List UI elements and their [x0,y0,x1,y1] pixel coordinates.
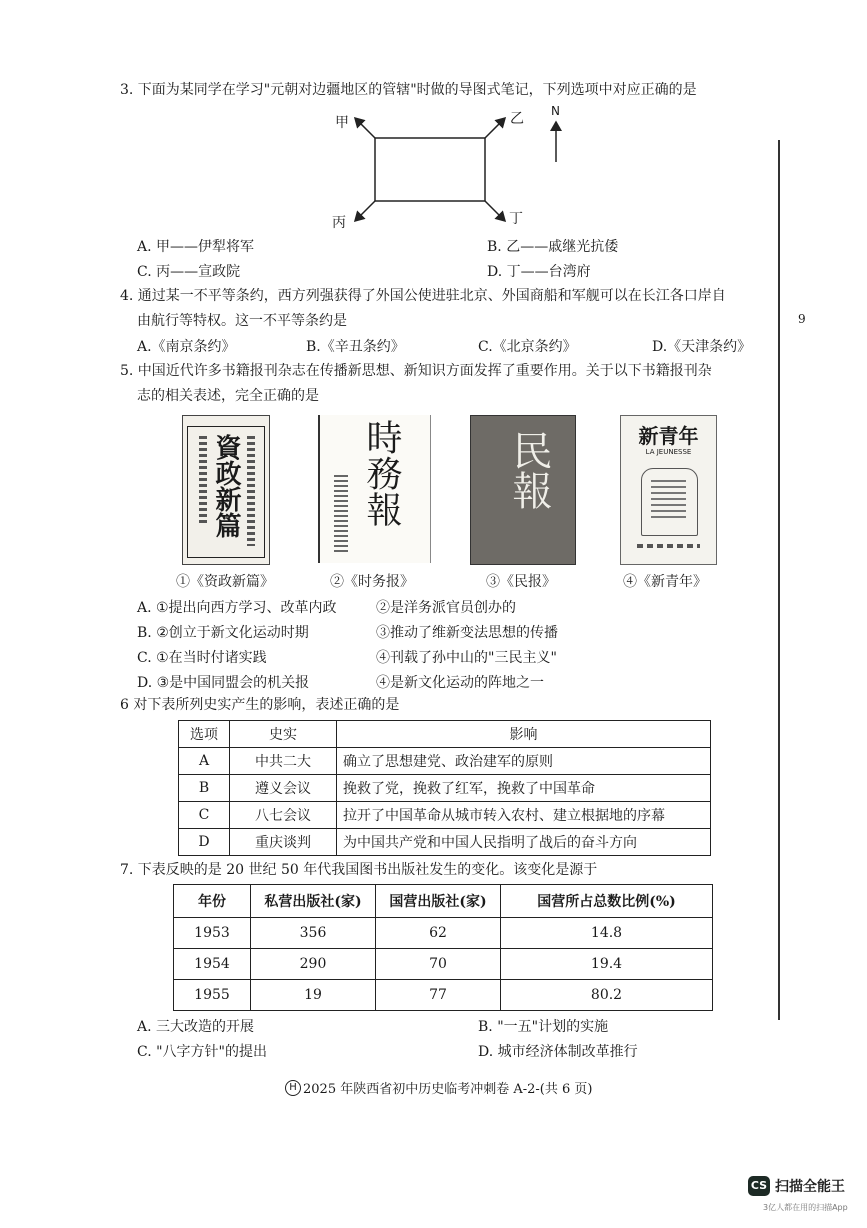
table-cell: 为中国共产党和中国人民指明了战后的奋斗方向 [337,829,711,856]
table-cell: 62 [376,918,501,949]
table-cell: 356 [251,918,376,949]
book-cover-zizhengxinpian [182,415,270,565]
table-row [179,775,711,802]
book-caption-2: ②《时务报》 [330,574,414,590]
table-row [174,949,713,980]
table-cell: 80.2 [501,980,713,1011]
book-cover-minbao [470,415,576,565]
q3-stem: 3. 下面为某同学在学习"元朝对边疆地区的管辖"时做的导图式笔记，下列选项中对应正确的是 [120,82,697,98]
cover-title: 資政新篇 [211,434,241,538]
q5-option-c-left: C. ①在当时付诸实践 [137,650,267,666]
q5-option-a-left: A. ①提出向西方学习、改革内政 [137,600,337,616]
cover-title: 時務報 [361,419,402,527]
table-cell: 遵义会议 [230,775,337,802]
q5-option-d-right: ④是新文化运动的阵地之一 [376,675,544,691]
q5-option-c-right: ④刊载了孙中山的"三民主义" [376,650,557,666]
book-caption-3: ③《民报》 [486,574,556,590]
q5-stem-line2: 志的相关表述，完全正确的是 [137,388,319,404]
table-cell: 70 [376,949,501,980]
q7-option-b: B. "一五"计划的实施 [478,1019,609,1035]
diagram-label-se: 丁 [509,211,523,227]
table-header: 史实 [230,721,337,748]
q5-option-a-right: ②是洋务派官员创办的 [376,600,516,616]
table-cell: 挽救了党，挽救了红军，挽救了中国革命 [337,775,711,802]
q7-stem: 7. 下表反映的是 20 世纪 50 年代我国图书出版社发生的变化。该变化是源于 [120,862,598,878]
table-cell: 1955 [174,980,251,1011]
q4-option-d: D.《天津条约》 [652,339,752,355]
margin-rule [778,140,780,1020]
diagram-label-ne: 乙 [510,111,524,127]
table-header: 国营出版社(家) [376,885,501,918]
table-cell: 1953 [174,918,251,949]
table-cell: 拉开了中国革命从城市转入农村、建立根据地的序幕 [337,802,711,829]
watermark-title: 扫描全能王 [775,1179,845,1195]
table-header-row [174,885,713,918]
q7-option-d: D. 城市经济体制改革推行 [478,1044,638,1060]
table-cell: 19 [251,980,376,1011]
table-row [179,802,711,829]
q3-option-d: D. 丁——台湾府 [487,264,591,280]
q3-option-c: C. 丙——宣政院 [137,264,241,280]
table-row [174,918,713,949]
diagram-label-sw: 丙 [332,215,346,231]
cover-subtitle: LA JEUNESSE [645,448,692,456]
book-caption-4: ④《新青年》 [623,574,707,590]
q7-option-a: A. 三大改造的开展 [137,1019,255,1035]
table-header: 私营出版社(家) [251,885,376,918]
table-cell: 19.4 [501,949,713,980]
book-cover-xinqingnian [620,415,717,565]
watermark-subtitle: 3亿人都在用的扫描App [763,1203,848,1212]
q6-table [178,720,711,856]
table-header: 年份 [174,885,251,918]
footer-circle-mark: H [285,1080,301,1096]
q5-stem-line1: 5. 中国近代许多书籍报刊杂志在传播新思想、新知识方面发挥了重要作用。关于以下书籍报刊杂 [120,363,712,379]
table-cell: A [179,748,230,775]
q6-stem: 6 对下表所列史实产生的影响，表述正确的是 [120,697,400,713]
q3-option-b: B. 乙——戚继光抗倭 [487,239,619,255]
page-footer [285,1078,592,1097]
q7-table [173,884,713,1011]
table-cell: 77 [376,980,501,1011]
scanner-watermark [748,1176,845,1196]
q5-option-d-left: D. ③是中国同盟会的机关报 [137,675,310,691]
q4-stem-line2: 由航行等特权。这一不平等条约是 [137,313,347,329]
table-cell: D [179,829,230,856]
footer-text: 2025 年陕西省初中历史临考冲刺卷 A-2-(共 6 页) [303,1082,593,1097]
table-cell: 1954 [174,949,251,980]
cs-logo-badge: CS [748,1176,770,1196]
q4-option-b: B.《辛丑条约》 [306,339,405,355]
table-cell: 确立了思想建党、政治建军的原则 [337,748,711,775]
q4-option-a: A.《南京条约》 [137,339,236,355]
table-header: 选项 [179,721,230,748]
north-indicator: N [551,104,560,118]
q7-option-c: C. "八字方针"的提出 [137,1044,267,1060]
table-header-row [179,721,711,748]
q4-option-c: C.《北京条约》 [478,339,577,355]
book-cover-shiwubao [318,415,431,563]
q3-diagram [330,100,590,235]
table-row [179,748,711,775]
table-row [174,980,713,1011]
table-cell: 重庆谈判 [230,829,337,856]
table-cell: 中共二大 [230,748,337,775]
margin-mark: 9 [798,312,806,326]
cover-title: 新青年 [638,424,699,448]
cover-title: 民報 [506,430,552,510]
table-cell: 14.8 [501,918,713,949]
q4-stem-line1: 4. 通过某一不平等条约，西方列强获得了外国公使进驻北京、外国商船和军舰可以在长江各口岸自 [120,288,726,304]
table-cell: 八七会议 [230,802,337,829]
table-cell: B [179,775,230,802]
table-header: 影响 [337,721,711,748]
table-header: 国营所占总数比例(%) [501,885,713,918]
book-caption-1: ①《资政新篇》 [176,574,274,590]
table-cell: C [179,802,230,829]
q5-option-b-left: B. ②创立于新文化运动时期 [137,625,309,641]
table-cell: 290 [251,949,376,980]
table-row [179,829,711,856]
diagram-label-nw: 甲 [335,115,349,131]
q3-option-a: A. 甲——伊犁将军 [137,239,255,255]
q5-option-b-right: ③推动了维新变法思想的传播 [376,625,558,641]
